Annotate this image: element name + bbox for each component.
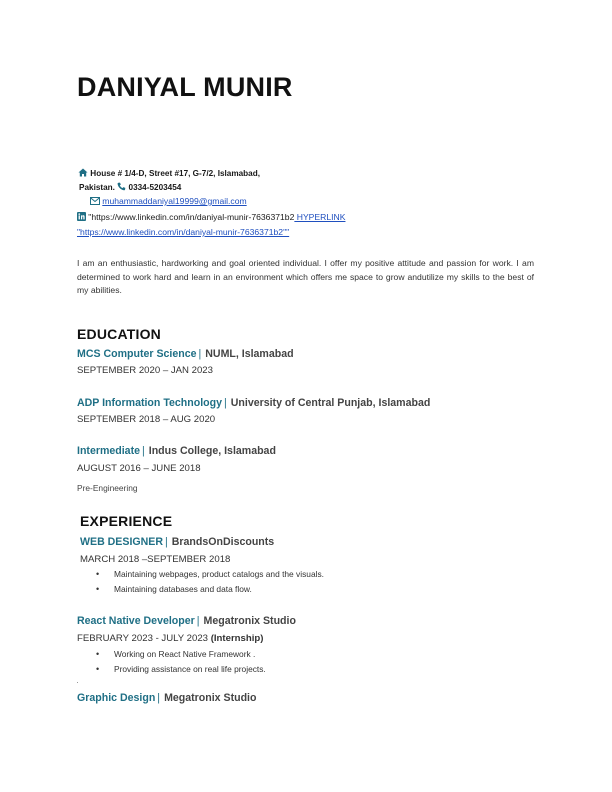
education-heading: EDUCATION <box>77 326 161 342</box>
degree-title: MCS Computer Science <box>77 348 197 360</box>
bullet-marker: • <box>96 649 100 659</box>
experience-dates <box>77 633 263 644</box>
experience-heading: EXPERIENCE <box>80 513 173 529</box>
job-role: WEB DESIGNER <box>80 536 163 548</box>
separator: | <box>223 397 227 409</box>
school-name: University of Central Punjab, Islamabad <box>230 397 431 409</box>
degree-title: Intermediate <box>77 445 140 457</box>
company-name: Megatronix Studio <box>203 615 296 627</box>
bullet-marker: • <box>96 663 100 674</box>
email-line <box>90 196 247 207</box>
education-dates: AUGUST 2016 – JUNE 2018 <box>77 463 201 474</box>
bullet-text: Maintaining databases and data flow. <box>114 583 252 594</box>
linkedin-hyperlink-label[interactable]: HYPERLINK <box>294 212 346 222</box>
internship-label: (Internship) <box>210 633 264 644</box>
bullet-text: Maintaining webpages, product catalogs and the visuals. <box>114 569 324 579</box>
job-role: React Native Developer <box>77 615 195 627</box>
bullet-marker: • <box>96 583 100 594</box>
list-item <box>96 584 324 599</box>
separator: | <box>142 445 145 457</box>
resume-name: DANIYAL MUNIR <box>77 72 293 102</box>
education-entry-title <box>77 348 294 360</box>
school-name: NUML, Islamabad <box>205 348 294 360</box>
experience-bullet-list <box>96 569 324 598</box>
job-role: Graphic Design <box>77 692 156 704</box>
separator: | <box>165 536 168 548</box>
address-text-line2: Pakistan. <box>79 183 115 192</box>
education-dates: SEPTEMBER 2018 – AUG 2020 <box>77 414 216 425</box>
separator: | <box>157 692 161 704</box>
school-name: Indus College, Islamabad <box>148 445 276 457</box>
linkedin-text: "https://www.linkedin.com/in/daniyal-munir-7636371b2 <box>88 212 295 222</box>
phone-number[interactable]: 0334-5203454 <box>128 183 182 192</box>
professional-summary: I am an enthusiastic, hardworking and goal oriented individual. I offer my positive attitude and passion for work. I am determined to work hard and learn in an environment which offers me space to grow andutilize my skills to the best of my abilities. <box>77 258 534 295</box>
list-item <box>96 649 266 664</box>
list-item <box>96 664 266 679</box>
separator: | <box>196 615 200 627</box>
email-link[interactable]: muhammaddaniyal19999@gmail.com <box>102 196 247 206</box>
experience-entry-title <box>80 536 274 548</box>
linkedin-url-link[interactable]: "https://www.linkedin.com/in/daniyal-munir-7636371b2"" <box>77 227 290 237</box>
experience-date-range: FEBRUARY 2023 - JULY 2023 <box>77 633 209 644</box>
stray-mark <box>77 682 78 683</box>
email-icon <box>90 197 100 207</box>
address-phone-line <box>79 182 181 193</box>
linkedin-url-line <box>77 227 289 237</box>
education-entry-title <box>77 397 430 409</box>
experience-bullet-list <box>96 649 266 678</box>
education-note: Pre-Engineering <box>77 483 138 493</box>
home-icon <box>78 168 88 179</box>
separator: | <box>198 348 202 360</box>
degree-title: ADP Information Technology <box>77 397 222 409</box>
linkedin-line <box>77 212 345 223</box>
experience-entry-title <box>77 615 296 627</box>
company-name: BrandsOnDiscounts <box>171 536 275 548</box>
bullet-text: Working on React Native Framework . <box>114 649 256 659</box>
experience-entry-title <box>77 692 256 704</box>
phone-icon <box>117 182 126 193</box>
linkedin-icon <box>77 212 86 223</box>
address-text-line1: House # 1/4-D, Street #17, G-7/2, Islamabad, <box>90 169 261 178</box>
list-item <box>96 569 324 584</box>
education-dates: SEPTEMBER 2020 – JAN 2023 <box>77 365 213 376</box>
education-entry-title <box>77 445 276 457</box>
bullet-text: Providing assistance on real life projects. <box>114 663 266 674</box>
company-name: Megatronix Studio <box>164 692 257 704</box>
address-line <box>78 168 260 179</box>
experience-dates: MARCH 2018 –SEPTEMBER 2018 <box>80 554 231 565</box>
bullet-marker: • <box>96 569 100 579</box>
